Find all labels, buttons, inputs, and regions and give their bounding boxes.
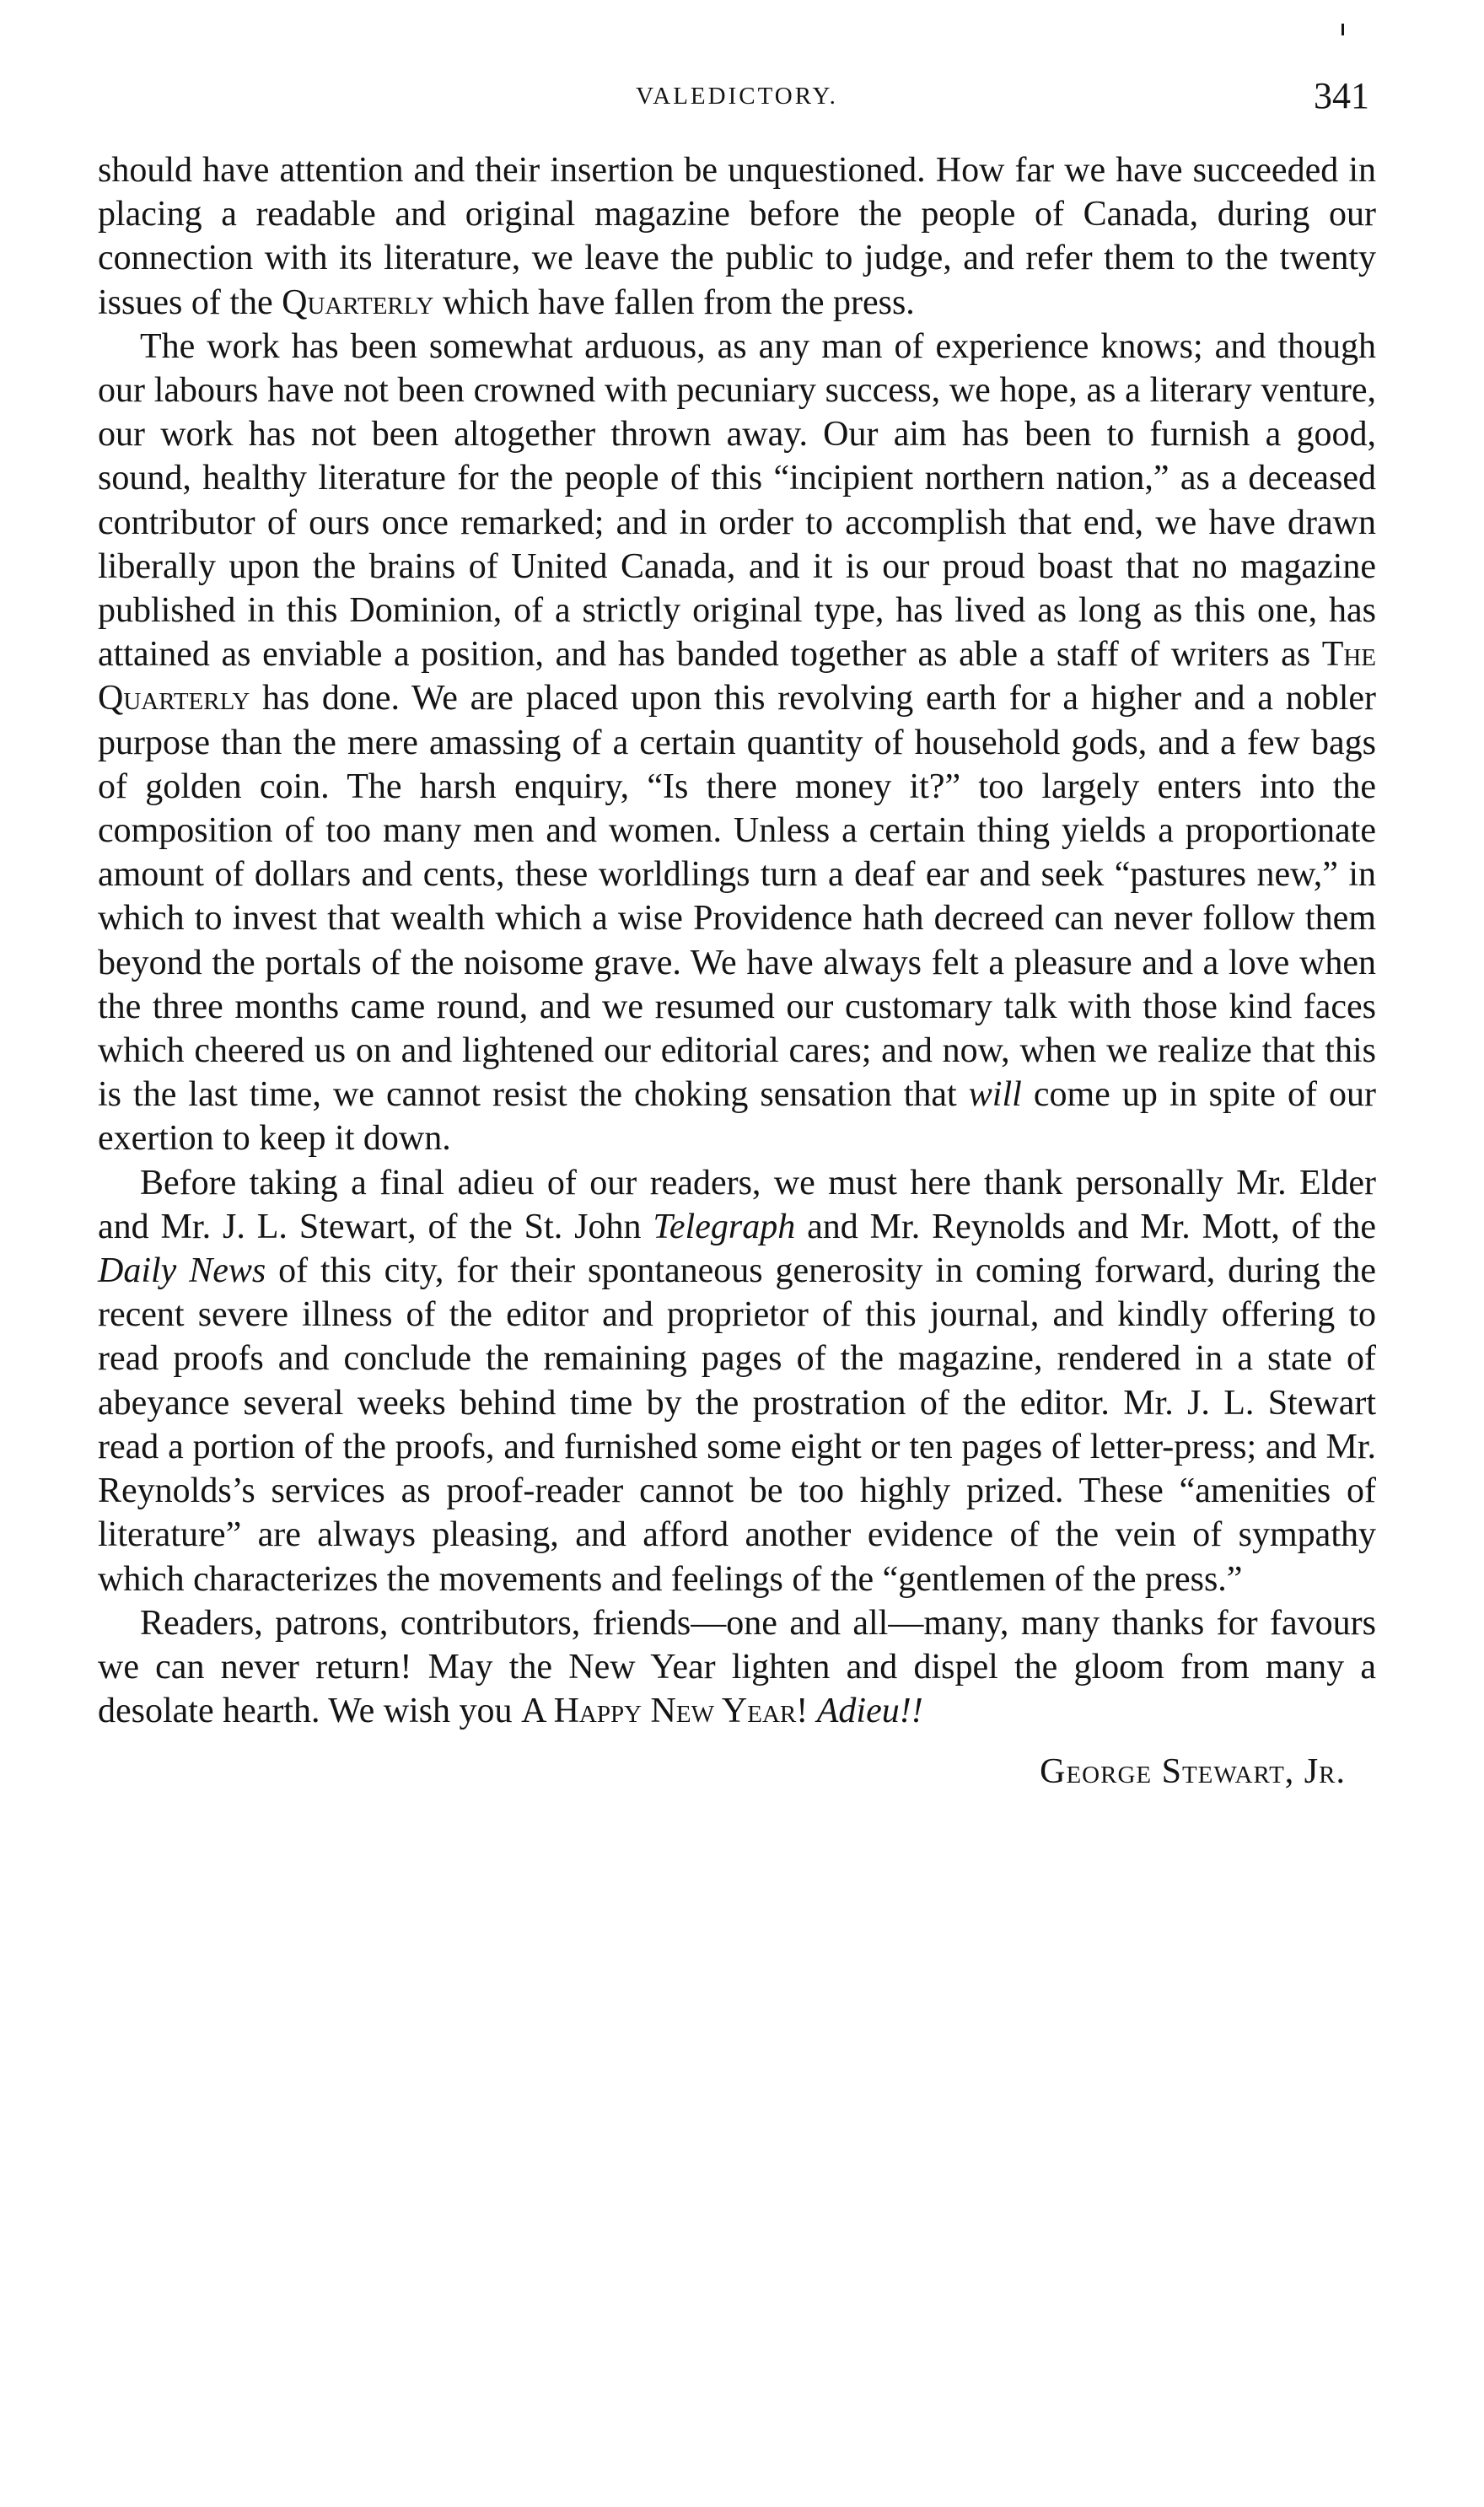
- paragraph-4-text-a: Readers, patrons, contributors, friends—one and all—many, many thanks for favours we can never return! May the New Year lighten and dispel the gloom from many a desolate hearth. We wish you: [98, 1603, 1376, 1731]
- paragraph-4: [98, 1601, 1376, 1734]
- page-header: [98, 74, 1376, 125]
- paragraph-2: [98, 325, 1376, 1161]
- author-signature: George Stewart, Jr.: [1040, 1752, 1346, 1792]
- article-body: [98, 148, 1376, 1794]
- paragraph-3-text-e: of this city, for their spontaneous generosity in coming forward, during the recent severe illness of the editor and proprietor of this journal, and kindly offering to read proofs and conclude the remaining pages of the magazine, rendered in a state of abeyance several weeks behind time by the prostration of the editor. Mr. J. L. Stewart read a portion of the proofs, and furnished some eight or ten pages of letter-press; and Mr. Reynolds’s services as proof-reader cannot be too highly prized. These “amenities of literature” are always pleasing, and afford another evidence of the vein of sympathy which characterizes the movements and feelings of the “gentlemen of the press.”: [98, 1251, 1377, 1599]
- journal-title-quarterly: Quarterly: [282, 282, 434, 322]
- book-page: [98, 0, 1376, 2507]
- newspaper-daily-news: Daily News: [98, 1251, 266, 1291]
- journal-title-the-quarterly: The Quarterly: [98, 635, 1376, 718]
- paragraph-1-text-a: should have attention and their insertion be unquestioned. How far we have succeeded in placing a readable and original magazine before the people of Canada, during our connection with its literature, we leave the public to judge, and refer them to the twenty issues of the: [98, 151, 1376, 322]
- adieu: Adieu!!: [816, 1692, 923, 1731]
- paragraph-3-text-a: Before taking a final adieu of our readers, we must here thank personally Mr. Elder and Mr. J. L. Stewart, of the St. John: [98, 1163, 1376, 1246]
- page-number: 341: [1314, 75, 1369, 116]
- happy-new-year: A Happy New Year: [521, 1692, 797, 1731]
- running-head: VALEDICTORY.: [636, 83, 838, 110]
- paragraph-3: [98, 1161, 1376, 1601]
- print-mark: [1342, 24, 1344, 35]
- newspaper-telegraph: Telegraph: [653, 1207, 796, 1246]
- paragraph-2-text-e: come up in spite of our exertion to keep it down.: [98, 1075, 1376, 1159]
- paragraph-1-text-c: which have fallen from the press.: [433, 282, 915, 322]
- paragraph-3-text-c: and Mr. Reynolds and Mr. Mott, of the: [795, 1207, 1377, 1246]
- paragraph-2-text-c: has done. We are placed upon this revolving earth for a higher and a nobler purpose than the mere amassing of a certain quantity of household gods, and a few bags of golden coin. The harsh enquiry, “Is there money it?” too largely enters into the composition of too many men and women. Unless a certain thing yields a proportionate amount of dollars and cents, these worldlings turn a deaf ear and seek “pastures new,” in which to invest that wealth which a wise Providence hath decreed can never follow them beyond the portals of the noisome grave. We have always felt a pleasure and a love when the three months came round, and we resumed our customary talk with those kind faces which cheered us on and lightened our editorial cares; and now, when we realize that this is the last time, we cannot resist the choking sensation that: [98, 679, 1376, 1115]
- emphasis-will: will: [968, 1075, 1022, 1115]
- paragraph-2-text-a: The work has been somewhat arduous, as any man of experience knows; and though our labours have not been crowned with pecuniary success, we hope, as a literary venture, our work has not been altogether thrown away. Our aim has been to furnish a good, sound, healthy literature for the people of this “incipient northern nation,” as a deceased contributor of ours once remarked; and in order to accomplish that end, we have drawn liberally upon the brains of United Canada, and it is our proud boast that no magazine published in this Dominion, of a strictly original type, has lived as long as this one, has attained as enviable a position, and has banded together as able a staff of writers as: [98, 326, 1376, 675]
- paragraph-1: [98, 148, 1376, 325]
- paragraph-4-text-c: !: [796, 1692, 817, 1731]
